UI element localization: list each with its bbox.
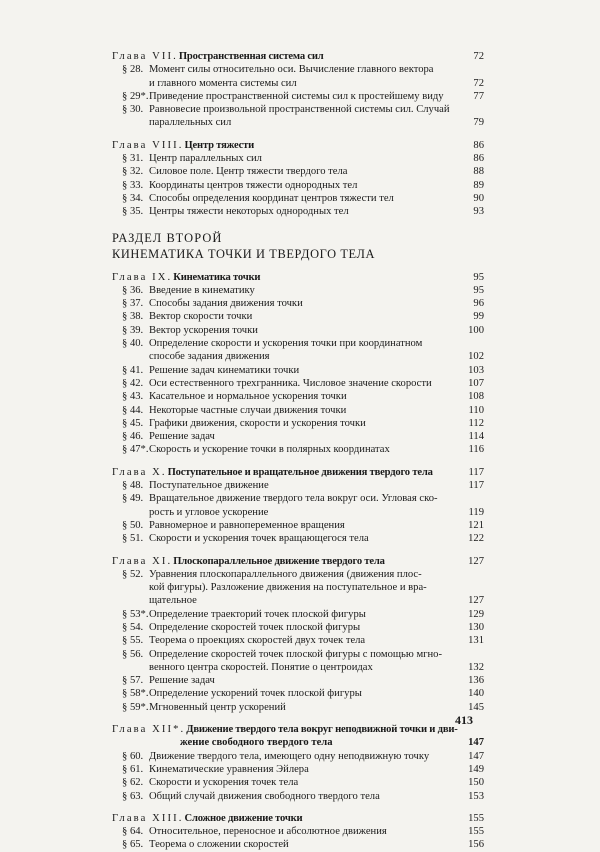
section-entry (112, 364, 484, 377)
section-title: Приведение пространственной системы сил к простейшему виду (149, 90, 444, 102)
section-number: § 30. (122, 104, 144, 116)
section-entry (112, 776, 484, 789)
chapter-title: Кинематика точки (173, 271, 261, 283)
chapter-label: Глава X. (112, 466, 167, 478)
section-page: 100 (458, 324, 484, 337)
section-page: 89 (458, 179, 484, 192)
chapter-title-line: жение свободного твердого тела (180, 737, 333, 749)
section-page: 93 (458, 205, 484, 218)
section-title: Вектор ускорения точки (149, 324, 258, 336)
section-title-continued (112, 506, 484, 519)
chapter-heading (112, 271, 484, 284)
section-entry (112, 390, 484, 403)
section-entry (112, 568, 484, 581)
section-entry (112, 608, 484, 621)
section-entry (112, 63, 484, 76)
section-title: Координаты центров тяжести однородных тел (149, 179, 358, 191)
section-entry (112, 838, 484, 851)
section-title: Вектор скорости точки (149, 311, 253, 323)
section-entry (112, 674, 484, 687)
section-entry (112, 337, 484, 350)
section-page: 77 (458, 90, 484, 103)
section-title-continued (112, 350, 484, 363)
section-title: Определение ускорений точек плоской фигуры (149, 688, 362, 700)
section-entry (112, 763, 484, 776)
section-page: 102 (458, 350, 484, 363)
section-number: § 57. (122, 675, 144, 687)
section-number: § 64. (122, 826, 144, 838)
section-page: 86 (458, 152, 484, 165)
section-entry (112, 205, 484, 218)
section-number: § 56. (122, 648, 144, 660)
section-page: 99 (458, 310, 484, 323)
section-entry (112, 532, 484, 545)
section-entry (112, 192, 484, 205)
section-number: § 33. (122, 179, 144, 191)
section-number: § 55. (122, 635, 144, 647)
chapter-title: Пространственная система сил (178, 51, 324, 62)
chapter-page: 117 (458, 466, 484, 479)
section-page: 149 (458, 763, 484, 776)
section-page: 114 (458, 430, 484, 443)
section-title-continued (112, 77, 484, 90)
section-number: § 48. (122, 480, 144, 492)
section-title: Относительное, переносное и абсолютное движения (149, 826, 387, 838)
section-title: Определение скоростей точек плоской фигуры с помощью мгно- (149, 648, 442, 660)
section-entry (112, 377, 484, 390)
section-number: § 46. (122, 431, 144, 443)
chapter-page: 155 (458, 812, 484, 825)
section-title-line: венного центра скоростей. Понятие о центроидах (149, 661, 373, 673)
section-number: § 50. (122, 519, 144, 531)
section-title: Вращательное движение твердого тела вокруг оси. Угловая ско- (149, 493, 438, 505)
section-page: 103 (458, 364, 484, 377)
section-page: 130 (458, 621, 484, 634)
page-number: 413 (455, 713, 473, 727)
section-page: 122 (458, 532, 484, 545)
chapter-title: Сложное движение точки (184, 812, 303, 824)
chapter-label: Глава XII*. (112, 724, 186, 736)
section-title: Скорости и ускорения точек вращающегося тела (149, 533, 369, 545)
section-number: § 44. (122, 404, 144, 416)
section-title-line: и главного момента системы сил (149, 77, 297, 89)
section-entry (112, 519, 484, 532)
section-title: Движение твердого тела, имеющего одну неподвижную точку (149, 750, 430, 762)
section-title-line: щательное (149, 595, 197, 607)
chapter-label: Глава IX. (112, 271, 173, 283)
section-title: Способы определения координат центров тяжести тел (149, 192, 394, 204)
section-title: Центры тяжести некоторых однородных тел (149, 206, 349, 218)
section-title: Графики движения, скорости и ускорения точки (149, 417, 366, 429)
section-title: Центр параллельных сил (149, 153, 262, 165)
section-title: Касательное и нормальное ускорения точки (149, 391, 347, 403)
chapter-label: Глава VIII. (112, 139, 184, 151)
section-entry (112, 179, 484, 192)
section-title: Теорема о сложении скоростей (149, 839, 289, 851)
section-number: § 58*. (122, 688, 149, 700)
section-number: § 49. (122, 493, 144, 505)
section-number: § 38. (122, 311, 144, 323)
section-number: § 32. (122, 166, 144, 178)
section-title: Кинематические уравнения Эйлера (149, 763, 309, 775)
section-page: 96 (458, 297, 484, 310)
section-title: Решение задач (149, 675, 215, 687)
section-number: § 41. (122, 364, 144, 376)
section-page: 117 (458, 479, 484, 492)
section-entry (112, 310, 484, 323)
section-number: § 31. (122, 153, 144, 165)
chapter-label: Глава XI. (112, 555, 173, 567)
section-number: § 43. (122, 391, 144, 403)
section-title: Равновесие произвольной пространственной системы сил. Случай (149, 104, 450, 116)
section-entry (112, 90, 484, 103)
section-page: 145 (458, 701, 484, 714)
section-number: § 47*. (122, 444, 149, 456)
section-entry (112, 443, 484, 456)
section-number: § 59*. (122, 701, 149, 713)
section-number: § 51. (122, 533, 144, 545)
section-title-continued (112, 661, 484, 674)
section-entry (112, 324, 484, 337)
section-title: Общий случай движения свободного твердого тела (149, 790, 380, 802)
chapter-title: Плоскопараллельное движение твердого тела (173, 555, 385, 567)
section-entry (112, 790, 484, 803)
section-title: Решение задач кинематики точки (149, 364, 300, 376)
chapter-heading (112, 812, 484, 825)
section-page: 129 (458, 608, 484, 621)
section-title: Равномерное и равнопеременное вращения (149, 519, 345, 531)
section-page: 156 (458, 838, 484, 851)
section-entry (112, 634, 484, 647)
section-title-line: кой фигуры). Разложение движения на поступательное и вра- (149, 582, 427, 594)
section-title-continued (112, 116, 484, 129)
chapter-page: 127 (458, 555, 484, 568)
section-number: § 35. (122, 206, 144, 218)
section-page: 153 (458, 790, 484, 803)
section-page: 132 (458, 661, 484, 674)
section-number: § 28. (122, 64, 144, 76)
section-page: 88 (458, 165, 484, 178)
section-page: 79 (458, 116, 484, 129)
section-title: Поступательное движение (149, 480, 269, 492)
section-title: Определение скоростей точек плоской фигуры (149, 621, 361, 633)
section-page: 90 (458, 192, 484, 205)
section-number: § 36. (122, 284, 144, 296)
chapter-heading (112, 555, 484, 568)
section-page: 150 (458, 776, 484, 789)
section-number: § 54. (122, 621, 144, 633)
section-entry (112, 492, 484, 505)
section-page: 131 (458, 634, 484, 647)
section-entry (112, 825, 484, 838)
section-entry (112, 750, 484, 763)
chapter-title: Центр тяжести (184, 139, 255, 151)
section-page: 112 (458, 417, 484, 430)
section-title-line: рость и угловое ускорение (149, 506, 269, 518)
section-title: Некоторые частные случаи движения точки (149, 404, 347, 416)
section-page: 140 (458, 687, 484, 700)
section-number: § 65. (122, 839, 144, 851)
section-entry (112, 648, 484, 661)
chapter-page: 86 (458, 139, 484, 152)
section-title: Теорема о проекциях скоростей двух точек тела (149, 635, 366, 647)
section-entry (112, 152, 484, 165)
section-title: Уравнения плоскопараллельного движения (движения плос- (149, 568, 422, 580)
chapter-label: Глава VII. (112, 51, 178, 62)
section-title-continued (112, 581, 484, 594)
section-title-line: способе задания движения (149, 351, 270, 363)
section-entry (112, 417, 484, 430)
section-page: 116 (458, 443, 484, 456)
section-number: § 39. (122, 324, 144, 336)
chapter-heading (112, 139, 484, 152)
division-label: РАЗДЕЛ ВТОРОЙ (112, 230, 223, 245)
section-title: Определение траекторий точек плоской фигуры (149, 608, 366, 620)
section-entry (112, 103, 484, 116)
chapter-heading (112, 723, 484, 736)
section-entry (112, 701, 484, 714)
section-entry (112, 297, 484, 310)
section-page: 136 (458, 674, 484, 687)
section-title: Скорости и ускорения точек тела (149, 777, 299, 789)
section-title: Мгновенный центр ускорений (149, 701, 286, 713)
section-page: 108 (458, 390, 484, 403)
section-number: § 29*. (122, 90, 149, 102)
section-title: Способы задания движения точки (149, 298, 303, 310)
section-page: 95 (458, 284, 484, 297)
chapter-label: Глава XIII. (112, 812, 184, 824)
section-title: Скорость и ускорение точки в полярных координатах (149, 444, 390, 456)
section-title: Определение скорости и ускорения точки при координатном (149, 338, 423, 350)
section-title-line: параллельных сил (149, 117, 232, 129)
section-entry (112, 430, 484, 443)
section-title: Оси естественного трехгранника. Числовое значение скорости (149, 377, 432, 389)
section-title: Силовое поле. Центр тяжести твердого тела (149, 166, 348, 178)
chapter-page: 147 (458, 736, 484, 749)
section-page: 155 (458, 825, 484, 838)
chapter-heading (112, 50, 484, 63)
section-number: § 42. (122, 377, 144, 389)
section-number: § 45. (122, 417, 144, 429)
section-title: Решение задач (149, 431, 215, 443)
section-page: 110 (458, 404, 484, 417)
section-page: 107 (458, 377, 484, 390)
section-number: § 34. (122, 192, 144, 204)
section-entry (112, 621, 484, 634)
table-of-contents (112, 50, 484, 852)
section-number: § 52. (122, 568, 144, 580)
section-entry (112, 479, 484, 492)
section-number: § 40. (122, 338, 144, 350)
section-number: § 63. (122, 790, 144, 802)
section-entry (112, 284, 484, 297)
section-entry (112, 687, 484, 700)
section-entry (112, 165, 484, 178)
section-page: 127 (458, 594, 484, 607)
section-title-continued (112, 594, 484, 607)
section-page: 121 (458, 519, 484, 532)
section-page: 147 (458, 750, 484, 763)
section-title: Введение в кинематику (149, 284, 255, 296)
section-entry (112, 404, 484, 417)
chapter-title-continued (112, 736, 484, 749)
section-number: § 62. (122, 777, 144, 789)
chapter-title: Движение твердого тела вокруг неподвижной точки и дви- (186, 724, 458, 736)
chapter-page: 95 (458, 271, 484, 284)
section-page: 119 (458, 506, 484, 519)
chapter-page: 72 (458, 50, 484, 63)
section-number: § 53*. (122, 608, 149, 620)
section-page: 72 (458, 77, 484, 90)
chapter-title: Поступательное и вращательное движения твердого тела (167, 466, 433, 478)
division-heading (112, 231, 484, 262)
section-number: § 61. (122, 763, 144, 775)
division-title: КИНЕМАТИКА ТОЧКИ И ТВЕРДОГО ТЕЛА (112, 247, 376, 262)
section-title: Момент силы относительно оси. Вычисление главного вектора (149, 64, 434, 76)
chapter-heading (112, 466, 484, 479)
section-number: § 37. (122, 298, 144, 310)
section-number: § 60. (122, 750, 144, 762)
